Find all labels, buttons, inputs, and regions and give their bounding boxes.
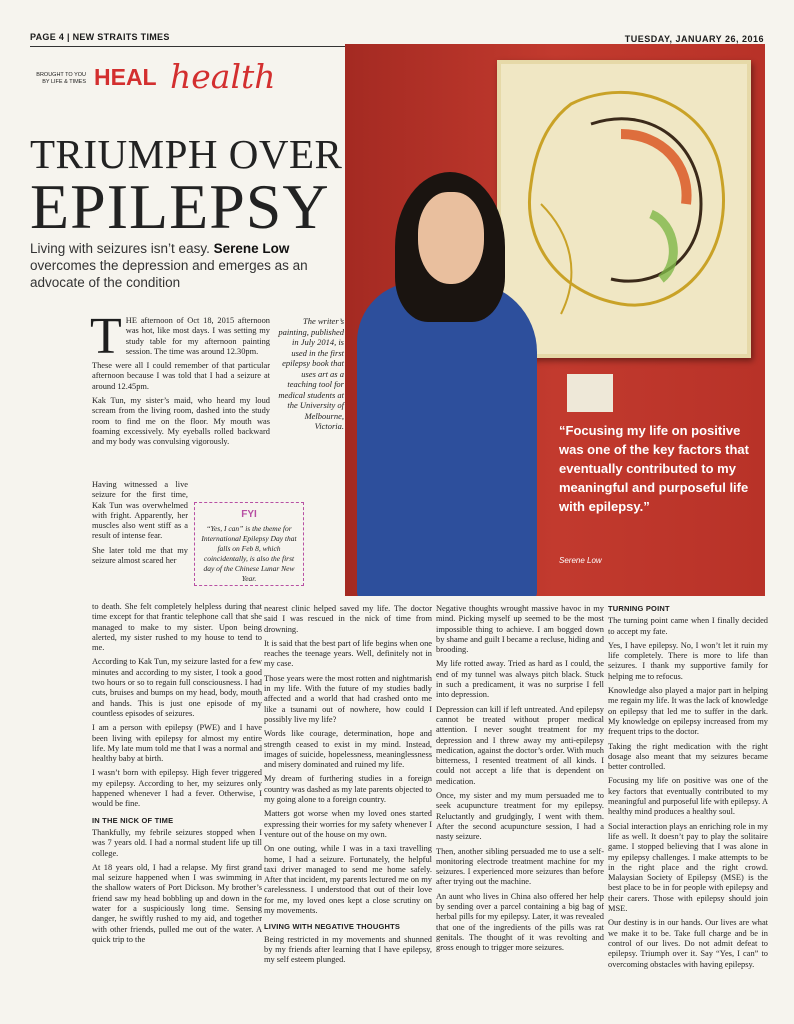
paragraph: Yes, I have epilepsy. No, I won’t let it ruin my life completely. There is more to life than seizures. I thank my supportive family for helping me to refocus. (608, 640, 768, 681)
paragraph: These were all I could remember of that particular afternoon because I was told that I had a seizure at around 12.45pm. (92, 361, 270, 391)
paragraph: nearest clinic helped saved my life. The doctor said I was rescued in the nick of time from drowning. (264, 604, 432, 634)
person-sweater (357, 282, 537, 596)
paragraph: An aunt who lives in China also offered her help by sending over a parcel containing a big bag of herbal pills for my epilepsy. Later, it was revealed that one of the ingredients of the pills was rat genitals. The thought of it was revolting and gross enough to trigger more seizures. (436, 891, 604, 953)
paragraph: Kak Tun, my sister’s maid, who heard my loud scream from the living room, dashed into the study room to find me on the floor. My mouth was foaming excessively. My eyeballs rolled backward and my body was convulsing vigorously. (92, 396, 270, 447)
subhead: TURNING POINT (608, 604, 670, 613)
paragraph: Being restricted in my movements and shunned by my friends after learning that I have epilepsy, my self esteem plunged. (264, 934, 432, 965)
column-2 (264, 604, 432, 970)
column-1-bottom (92, 602, 262, 949)
fyi-box (194, 502, 304, 586)
paragraph: Matters got worse when my loved ones started expressing their worries for my safety whenever I venture out of the house on my own. (264, 809, 432, 839)
headline-line-2: EPILEPSY (30, 171, 330, 242)
deck (30, 240, 335, 291)
person-face (418, 192, 484, 284)
column-4 (608, 604, 768, 974)
paragraph: I wasn’t born with epilepsy. High fever triggered my epilepsy. According to her, my seizures only happened whenever I had a fever. Otherwise, I would be fine. (92, 768, 262, 809)
paragraph: Words like courage, determination, hope and strength ceased to exist in my mind. Instead, images of suicide, hopelessness, meaninglessness and misery dominated and ruined my life. (264, 729, 432, 770)
column-1-top (90, 308, 270, 452)
paragraph: Focusing my life on positive was one of the key factors that eventually contributed to my meaningful and purposeful life with epilepsy. A healthy mind produces a healthy soul. (608, 776, 768, 817)
page-header-label: PAGE 4 | NEW STRAITS TIMES (30, 32, 170, 42)
column-1-mid (92, 480, 188, 570)
brand-health: health (170, 57, 276, 96)
paragraph: Those years were the most rotten and nightmarish in my life. With the future of my studies badly affected and a world that had crashed onto me like a tsunami out of nowhere, how could I possibly live my life? (264, 673, 432, 724)
paragraph: The turning point came when I finally decided to accept my fate. (608, 616, 768, 636)
deck-lead: Living with seizures isn’t easy. (30, 241, 210, 256)
paragraph: to death. She felt completely helpless during that time except for that frantic telephone call that she managed to make to my sister. Upon being alerted, my sister rushed to my house to tend to me. (92, 602, 262, 653)
paragraph: Our destiny is in our hands. Our lives are what we make it to be. Take full charge and be in control of our lives. Do not admit defeat to epilepsy. Triumph over it. Say “Yes, I can” to overcoming obstacles with having epilepsy. (608, 918, 768, 969)
brand-heal: HEAL (94, 64, 157, 90)
page-header-date: TUESDAY, JANUARY 26, 2016 (624, 34, 764, 44)
paragraph: On one outing, while I was in a taxi travelling home, I had a seizure. Fortunately, the helpful taxi driver managed to send me home safely. After that incident, my parents lectured me on my carelessness. I understood that out of their love for me, my loved ones kept a close scrutiny on my movements. (264, 844, 432, 916)
paragraph: My life rotted away. Tried as hard as I could, the end of my tunnel was always pitch black. Stuck in such a predicament, it was no surprise I fell into depression. (436, 659, 604, 700)
paragraph: Taking the right medication with the right dosage also meant that my seizures became better controlled. (608, 741, 768, 772)
paragraph: Once, my sister and my mum persuaded me to seek acupuncture treatment for my epilepsy. Reluctantly and grudgingly, I went with them. After the second acupuncture session, I had a nasty seizure. (436, 791, 604, 842)
deck-author: Serene Low (213, 241, 290, 256)
paragraph: At 18 years old, I had a relapse. My first grand mal seizure happened when I was swimming in the shallow waters of Port Dickson. My brother’s friend saw my head bobbling up and down in the water for a suspiciously long time. Sensing danger, he swiftly rushed to my aid, and together with other friends, pulled me out of the water. A quick trip to the (92, 862, 262, 944)
deck-rest: overcomes the depression and emerges as an advocate of the condition (30, 258, 308, 290)
drop-cap: T (90, 308, 122, 365)
paragraph: I am a person with epilepsy (PWE) and I have been living with epilepsy for almost my entire life. My late mum told me that I was a normal and healthy baby at birth. (92, 723, 262, 764)
paragraph: She later told me that my seizure almost scared her (92, 545, 188, 566)
paragraph: According to Kak Tun, my seizure lasted for a few minutes and according to my sister, I took a good two hours or so to regain full consciousness. I had cuts, bruises and bumps on my head, body, mouth and hands. This is just one episode of my countless episodes of seizures. (92, 657, 262, 718)
photo-caption: The writer’s painting, published in July 2014, is used in the first epilepsy book that uses art as a teaching tool for medical students at the University of Melbourne, Victoria. (278, 316, 344, 431)
painting-image (497, 60, 751, 358)
pull-quote-attribution: Serene Low (559, 556, 602, 565)
paragraph: It is said that the best part of life begins when one reaches the teenage years. Well, definitely not in my case. (264, 638, 432, 669)
brand-credit: BROUGHT TO YOU BY LIFE & TIMES (36, 72, 86, 85)
paragraph: Thankfully, my febrile seizures stopped when I was 7 years old. I had a normal student life up till college. (92, 827, 262, 858)
paragraph: Negative thoughts wrought massive havoc in my mind. Picking myself up seemed to be the most impossible thing to achieve. I am bogged down by shame and guilt I became a recluse, hiding and brooding. (436, 604, 604, 655)
paragraph: Social interaction plays an enriching role in my life as well. It doesn’t pay to play the solitaire game. I stopped believing that I was alone in my epilepsy challenges. I make attempts to be in the right place and the right crowd. Malaysian Society of Epilepsy (MSE) is the best place to be in for people with epilepsy and their carers. Those with epilepsy should join MSE. (608, 821, 768, 914)
painting-plaque (567, 374, 613, 412)
subhead: LIVING WITH NEGATIVE THOUGHTS (264, 922, 401, 932)
feature-photo (345, 44, 765, 596)
pull-quote: “Focusing my life on positive was one of the key factors that eventually contributed to my meaningful and purposeful life with epilepsy.” (559, 423, 749, 514)
paragraph: Depression can kill if left untreated. And epilepsy cannot be treated without proper medical attention. I never sought treatment for my depression and I threw away my anti-epilepsy medication, against the doctor’s order. With much bitterness, I resented treatment of all kinds. I could not accept a life that is dependent on medication. (436, 704, 604, 786)
paragraph: Knowledge also played a major part in helping me regain my life. It was the lack of knowledge on epilepsy that led me to suffer in the dark. My knowledge on epilepsy increased from my frequent trips to the doctor. (608, 686, 769, 737)
fyi-text: “Yes, I can” is the theme for International Epilepsy Day that falls on Feb 8, which coincidentally, is also the first day of the Chinese Lunar New Year. (201, 524, 297, 583)
subhead: IN THE NICK OF TIME (92, 815, 174, 825)
paragraph: HE afternoon of Oct 18, 2015 afternoon was hot, like most days. I was setting my study table for my afternoon painting session. The time was around 12.30pm. (125, 316, 270, 356)
fyi-title: FYI (241, 509, 257, 520)
paragraph: My dream of furthering studies in a foreign country was dashed as my late parents objected to my going alone to a foreign country. (264, 774, 432, 805)
paragraph: Then, another sibling persuaded me to use a self-monitoring electrode treatment machine for my seizures. I experienced more seizures than before after trying out the machine. (436, 846, 604, 887)
paragraph: Having witnessed a live seizure for the first time, Kak Tun was overwhelmed with fright. Apparently, her muscles also went stiff as a result of intense fear. (92, 480, 188, 541)
headline-line-1: TRIUMPH OVER (30, 131, 343, 177)
column-3 (436, 604, 604, 958)
